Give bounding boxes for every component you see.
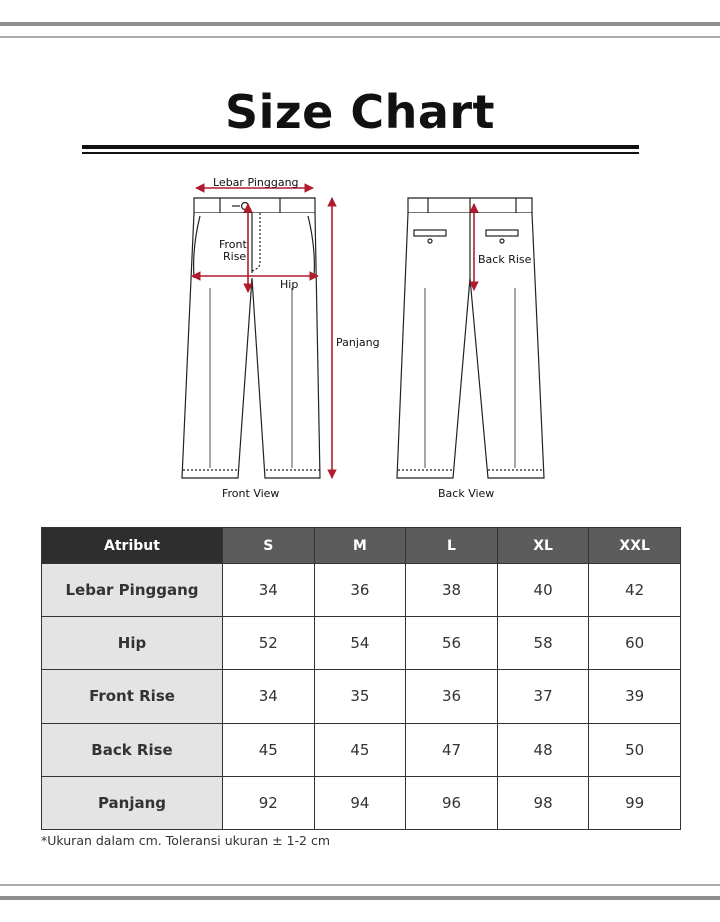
front-view-label: Front View [222, 487, 280, 500]
table-cell: 47 [406, 723, 498, 776]
table-cell: 35 [314, 670, 406, 723]
table-row [42, 776, 681, 829]
table-header-row [42, 528, 681, 564]
header-size-xxl: XXL [589, 528, 681, 564]
table-cell: 58 [497, 617, 589, 670]
header-size-m: M [314, 528, 406, 564]
row-label: Lebar Pinggang [42, 564, 223, 617]
table-cell: 52 [223, 617, 315, 670]
table-cell: 92 [223, 776, 315, 829]
table-row [42, 723, 681, 776]
table-cell: 39 [589, 670, 681, 723]
pants-illustration [170, 168, 570, 508]
table-cell: 34 [223, 670, 315, 723]
row-label: Front Rise [42, 670, 223, 723]
back-rise-label: Back Rise [478, 253, 532, 266]
back-view-label: Back View [438, 487, 495, 500]
table-cell: 40 [497, 564, 589, 617]
table-row [42, 670, 681, 723]
bottom-frame-line-1 [0, 884, 720, 886]
table-cell: 56 [406, 617, 498, 670]
table-row [42, 617, 681, 670]
table-cell: 48 [497, 723, 589, 776]
table-cell: 38 [406, 564, 498, 617]
table-cell: 50 [589, 723, 681, 776]
pants-diagram [170, 168, 570, 508]
bottom-frame-line-2 [0, 896, 720, 900]
lebar-pinggang-label: Lebar Pinggang [213, 176, 299, 189]
header-size-s: S [223, 528, 315, 564]
table-cell: 34 [223, 564, 315, 617]
table-row [42, 564, 681, 617]
back-view-pants [397, 198, 544, 478]
table-cell: 96 [406, 776, 498, 829]
row-label: Back Rise [42, 723, 223, 776]
title-rule-thin [82, 152, 639, 154]
table-cell: 54 [314, 617, 406, 670]
header-size-xl: XL [497, 528, 589, 564]
row-label: Panjang [42, 776, 223, 829]
table-cell: 45 [314, 723, 406, 776]
title-rule-thick [82, 145, 639, 149]
front-rise-label-line1: Front [219, 238, 247, 251]
front-rise-label-line2: Rise [223, 250, 247, 263]
table-cell: 45 [223, 723, 315, 776]
header-size-l: L [406, 528, 498, 564]
table-cell: 60 [589, 617, 681, 670]
header-atribut: Atribut [42, 528, 223, 564]
table-cell: 36 [406, 670, 498, 723]
top-frame-line-2 [0, 36, 720, 38]
row-label: Hip [42, 617, 223, 670]
table-cell: 37 [497, 670, 589, 723]
page-title: Size Chart [224, 85, 496, 139]
tolerance-note: *Ukuran dalam cm. Toleransi ukuran ± 1-2 cm [41, 833, 331, 848]
front-view-pants [182, 198, 320, 478]
top-frame-line-1 [0, 22, 720, 26]
hip-label: Hip [280, 278, 299, 291]
size-table [41, 527, 681, 830]
table-cell: 42 [589, 564, 681, 617]
panjang-label: Panjang [336, 336, 380, 349]
table-cell: 36 [314, 564, 406, 617]
table-cell: 94 [314, 776, 406, 829]
table-cell: 99 [589, 776, 681, 829]
table-cell: 98 [497, 776, 589, 829]
